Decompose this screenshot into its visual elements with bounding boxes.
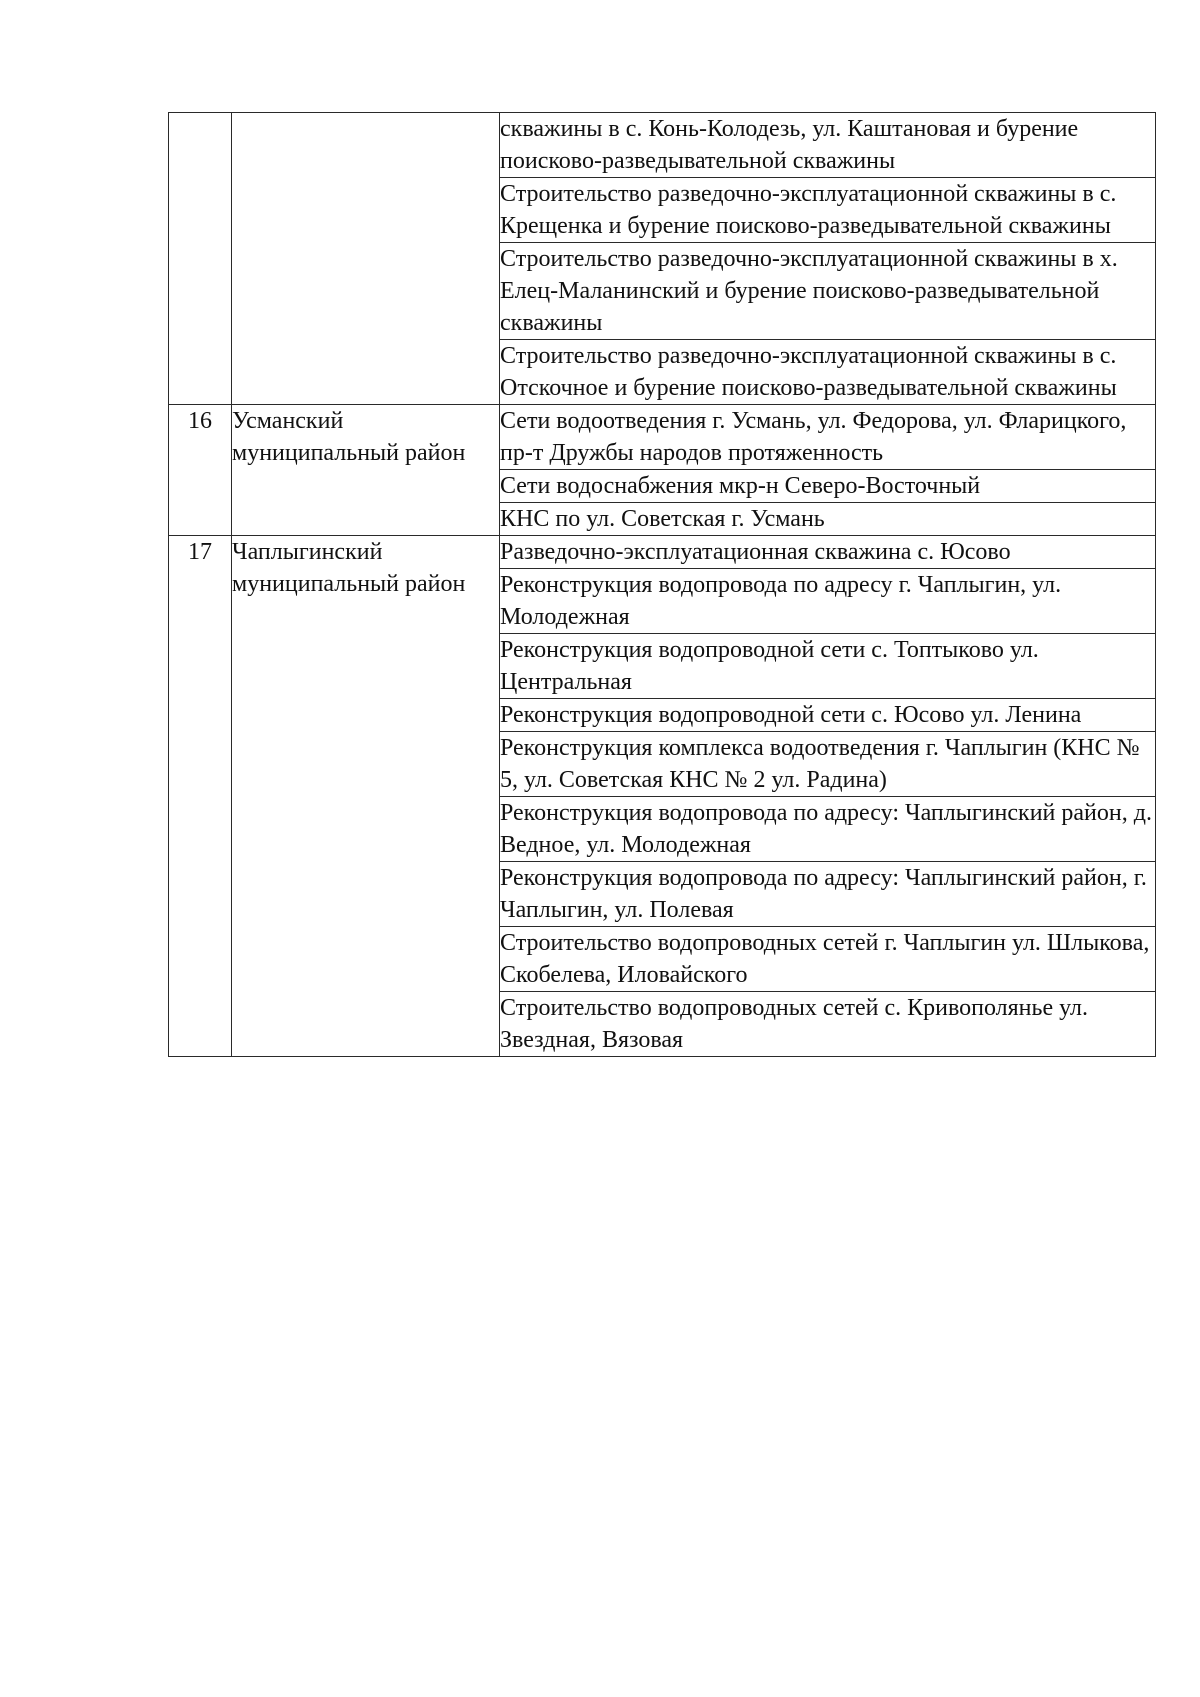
object-description: Реконструкция водопровода по адресу: Чаплыгинский район, г. Чаплыгин, ул. Полевая: [500, 865, 1147, 923]
object-description: Строительство разведочно-эксплуатационной скважины в с. Крещенка и бурение поисково-разведывательной скважины: [500, 181, 1117, 239]
object-description: Реконструкция комплекса водоотведения г. Чаплыгин (КНС № 5, ул. Советская КНС № 2 ул. Радина): [500, 735, 1140, 793]
object-cell: [500, 340, 1156, 405]
object-cell: [500, 927, 1156, 992]
row-number-cell: [169, 405, 232, 536]
district-cell: [232, 113, 500, 405]
object-description: скважины в с. Конь-Колодезь, ул. Каштановая и бурение поисково-разведывательной скважины: [500, 116, 1079, 174]
object-cell: [500, 113, 1156, 178]
object-description: Сети водоснабжения мкр-н Северо-Восточный: [500, 473, 981, 499]
table-row: [169, 536, 1156, 569]
object-description: Строительство разведочно-эксплуатационной скважины в с. Отскочное и бурение поисково-разведывательной скважины: [500, 343, 1117, 401]
object-description: Сети водоотведения г. Усмань, ул. Федорова, ул. Фларицкого, пр-т Дружбы народов протяженность: [500, 408, 1127, 466]
district-name: Усманский муниципальный район: [232, 408, 466, 466]
object-cell: [500, 699, 1156, 732]
object-cell: [500, 243, 1156, 340]
table-row: [169, 113, 1156, 178]
object-description: КНС по ул. Советская г. Усмань: [500, 506, 825, 532]
object-cell: [500, 503, 1156, 536]
object-cell: [500, 405, 1156, 470]
object-description: Реконструкция водопровода по адресу г. Чаплыгин, ул. Молодежная: [500, 572, 1062, 630]
object-description: Реконструкция водопроводной сети с. Юсово ул. Ленина: [500, 702, 1082, 728]
row-number-cell: [169, 113, 232, 405]
object-cell: [500, 178, 1156, 243]
object-cell: [500, 862, 1156, 927]
district-cell: [232, 536, 500, 1057]
table-row: [169, 405, 1156, 470]
object-description: Разведочно-эксплуатационная скважина с. Юсово: [500, 539, 1011, 565]
object-cell: [500, 536, 1156, 569]
object-description: Строительство водопроводных сетей г. Чаплыгин ул. Шлыкова, Скобелева, Иловайского: [500, 930, 1150, 988]
object-cell: [500, 732, 1156, 797]
object-description: Реконструкция водопровода по адресу: Чаплыгинский район, д. Ведное, ул. Молодежная: [500, 800, 1152, 858]
objects-table: [168, 112, 1156, 1057]
object-cell: [500, 992, 1156, 1057]
district-name: Чаплыгинский муниципальный район: [232, 539, 466, 597]
row-number: 16: [188, 408, 212, 434]
object-cell: [500, 569, 1156, 634]
row-number: 17: [188, 539, 212, 565]
object-description: Строительство разведочно-эксплуатационной скважины в х. Елец-Маланинский и бурение поисково-разведывательной скважины: [500, 246, 1118, 336]
object-description: Строительство водопроводных сетей с. Кривополянье ул. Звездная, Вязовая: [500, 995, 1089, 1053]
object-cell: [500, 797, 1156, 862]
object-cell: [500, 634, 1156, 699]
row-number-cell: [169, 536, 232, 1057]
object-description: Реконструкция водопроводной сети с. Топтыково ул. Центральная: [500, 637, 1039, 695]
object-cell: [500, 470, 1156, 503]
district-cell: [232, 405, 500, 536]
